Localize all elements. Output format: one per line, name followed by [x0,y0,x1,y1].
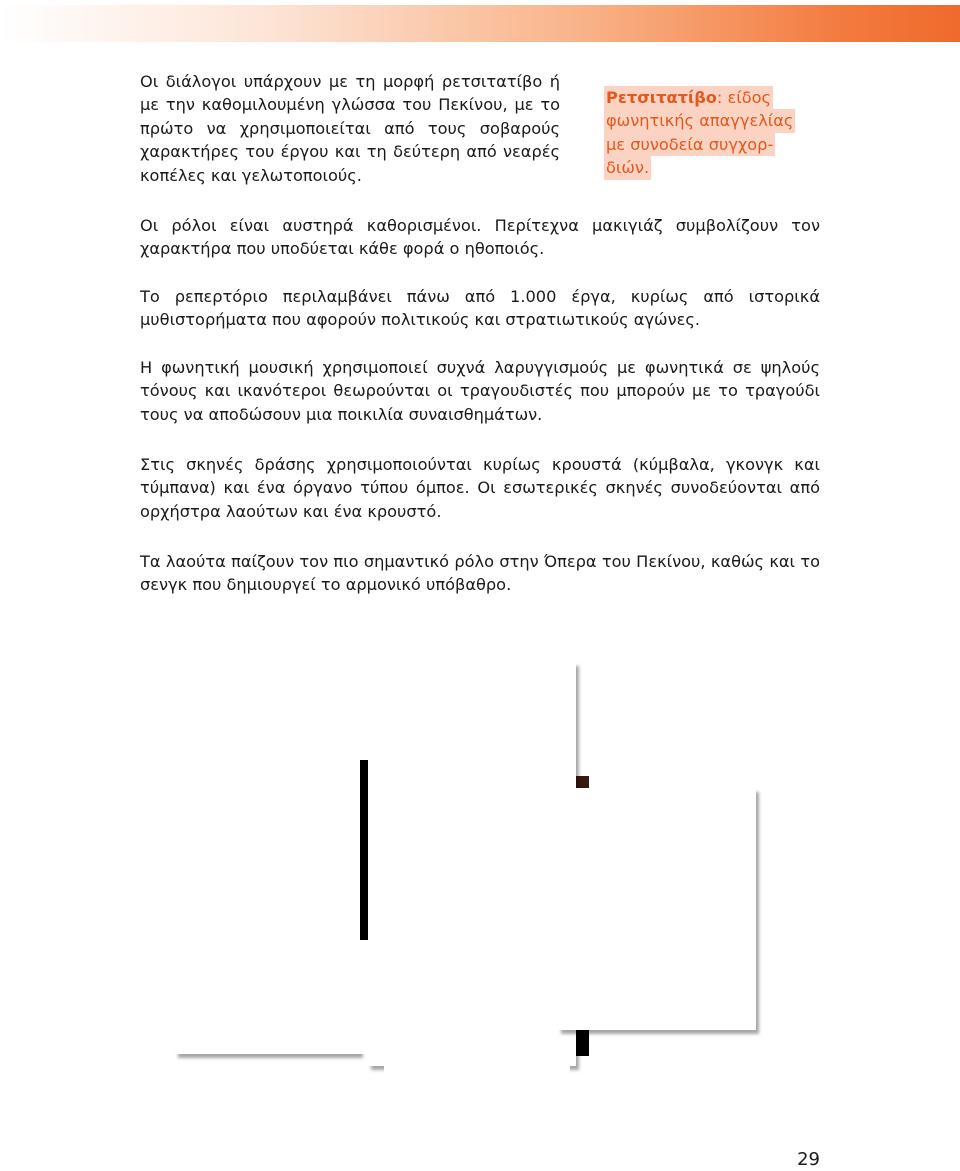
paragraph-vocal-music: Η φωνητική μουσική χρησιμοποιεί συχνά λαρυγγισμούς με φωνητικά σε ψηλούς τόνους και ικανότεροι θεωρούνται οι τραγουδιστές που μπορούν με το τραγούδι τους να αποδώσουν μια ποικιλία συναισθημάτων. [140,358,820,424]
glossary-note-line-2: φωνητικής απαγγελίας [604,109,795,132]
paragraph-instruments: Στις σκηνές δράσης χρησιμοποιούνται κυρίως κρουστά (κύμβαλα, γκονγκ και τύμπανα) και ένα όργανο τύπου όμποε. Οι εσωτερικές σκηνές συνοδεύονται από ορχήστρα λαούτων και ένα κρουστό. [140,455,820,521]
header-gradient-bar [0,5,960,42]
photo-right [558,788,756,1030]
page-number: 29 [797,1149,820,1170]
glossary-note-line-3: με συνοδεία συγχορ- [604,133,775,156]
paragraph-repertoire: Το ρεπερτόριο περιλαμβάνει πάνω από 1.000 έργα, κυρίως από ιστορικά μυθιστορήματα που αφορούν πολιτικούς και στρατιωτικούς αγώνες. [140,287,820,330]
glossary-note [604,86,808,180]
photo-left [175,760,360,1054]
glossary-term: Ρετσιτατίβο [606,88,717,107]
intro-paragraph: Οι διάλογοι υπάρχουν με τη μορφή ρετσιτατίβο ή με την καθομιλουμένη γλώσσα του Πεκίνου, με το πρώτο να χρησιμοποιείται από τους σοβαρούς χαρακτήρες του έργου και τη δεύτερη από νεαρές κοπέλες και γελωτοποιούς. [140,72,560,185]
glossary-definition-start: : είδος [716,88,772,107]
paragraph-lutes: Τα λαούτα παίζουν τον πιο σημαντικό ρόλο στην Όπερα του Πεκίνου, καθώς και το σενγκ που δημιουργεί το αρμονικό υπόβαθρο. [140,552,820,595]
glossary-note-line-1 [604,86,773,109]
photo-bottom-strip [384,1054,570,1076]
glossary-note-line-4: διών. [604,156,651,179]
paragraph-roles: Οι ρόλοι είναι αυστηρά καθορισμένοι. Περίτεχνα μακιγιάζ συμβολίζουν τον χαρακτήρα που υποδύεται κάθε φορά ο ηθοποιός. [140,216,820,259]
photo-center [368,662,576,1066]
photo-center-notch [360,940,376,1054]
